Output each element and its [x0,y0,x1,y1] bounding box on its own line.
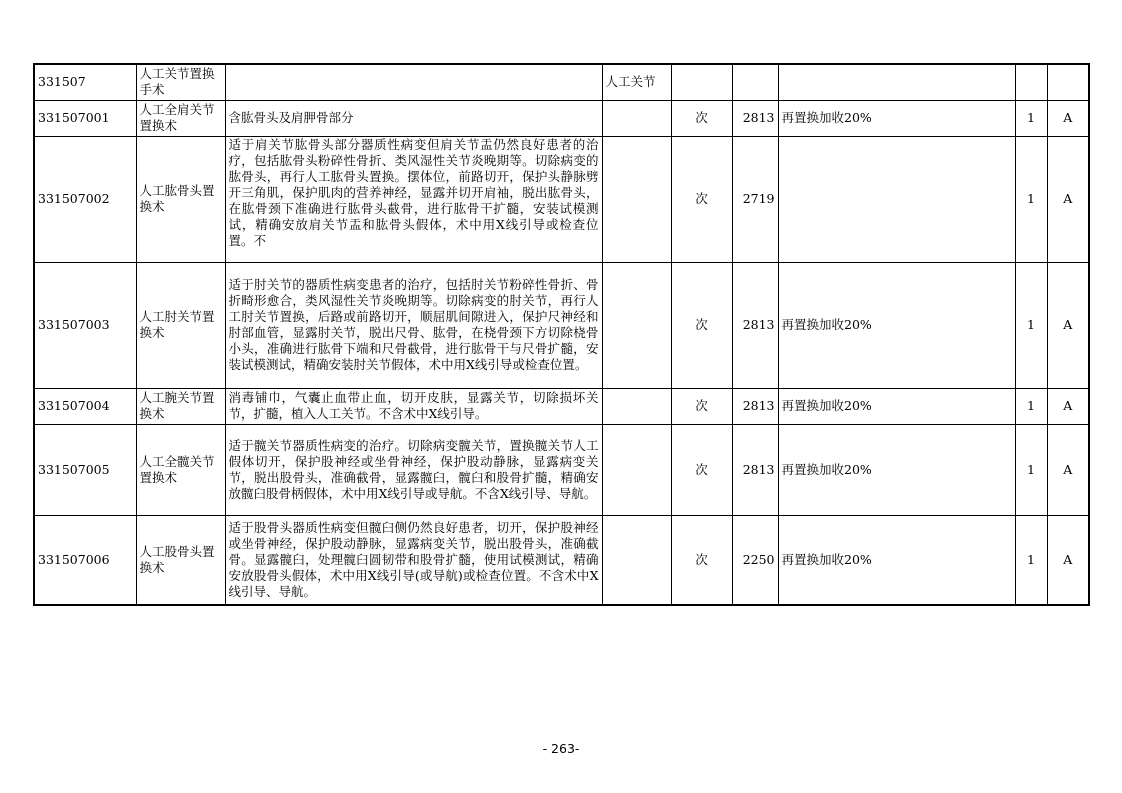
item-unit: 次 [671,262,732,388]
item-price: 2813 [732,100,778,136]
item-note [778,64,1015,100]
table-row [34,262,1089,388]
item-exclusions [602,100,671,136]
item-exclusions [602,262,671,388]
table-row [34,515,1089,605]
table-row [34,100,1089,136]
item-price: 2250 [732,515,778,605]
table-row [34,136,1089,262]
item-price: 2719 [732,136,778,262]
item-col9: A [1047,136,1089,262]
item-exclusions: 人工关节 [602,64,671,100]
item-col8: 1 [1015,424,1047,515]
item-price: 2813 [732,424,778,515]
item-name: 人工腕关节置换术 [136,388,225,424]
item-unit: 次 [671,100,732,136]
item-col8: 1 [1015,515,1047,605]
item-col9: A [1047,515,1089,605]
item-code: 331507006 [34,515,136,605]
table-row [34,64,1089,100]
item-price [732,64,778,100]
item-unit: 次 [671,388,732,424]
item-name: 人工全肩关节置换术 [136,100,225,136]
item-note: 再置换加收20% [778,262,1015,388]
table-body [34,64,1089,605]
item-col8 [1015,64,1047,100]
item-code: 331507 [34,64,136,100]
item-exclusions [602,424,671,515]
item-content: 适于肘关节的器质性病变患者的治疗，包括肘关节粉碎性骨折、骨折畸形愈合，类风湿性关节炎晚期等。切除病变的肘关节，再行人工肘关节置换，后路或前路切开，顺屈肌间隙进入，保护尺神经和肘部血管，显露肘关节，脱出尺骨、肱骨，在桡骨颈下方切除桡骨小头，准确进行肱骨下端和尺骨截骨，进行肱骨干与尺骨扩髓，安装试模测试，精确安装肘关节假体，术中用X线引导或检查位置。 [225,262,602,388]
item-exclusions [602,515,671,605]
item-content: 适于髋关节器质性病变的治疗。切除病变髋关节，置换髋关节人工假体切开，保护股神经或坐骨神经，保护股动静脉，显露病变关节，脱出股骨头，准确截骨，显露髋臼，髋臼和股骨扩髓，精确安放髋臼股骨柄假体，术中用X线引导或导航。不含X线引导、导航。 [225,424,602,515]
item-unit: 次 [671,515,732,605]
item-name: 人工全髋关节置换术 [136,424,225,515]
page-number: - 263- [542,741,580,756]
item-note [778,136,1015,262]
item-col8: 1 [1015,262,1047,388]
table-row [34,388,1089,424]
item-code: 331507001 [34,100,136,136]
item-col9: A [1047,424,1089,515]
item-col9: A [1047,388,1089,424]
item-col8: 1 [1015,136,1047,262]
item-code: 331507003 [34,262,136,388]
item-unit: 次 [671,424,732,515]
item-unit [671,64,732,100]
fee-schedule-table [33,63,1090,606]
table-row [34,424,1089,515]
item-content: 适于肩关节肱骨头部分器质性病变但肩关节盂仍然良好患者的治疗，包括肱骨头粉碎性骨折、类风湿性关节炎晚期等。切除病变的肱骨头，再行人工肱骨头置换。摆体位，前路切开，保护头静脉劈开三角肌，保护肌肉的营养神经，显露并切开肩袖，脱出肱骨头，在肱骨颈下准确进行肱骨头截骨，进行肱骨干扩髓，安装试模测试，精确安放肩关节盂和肱骨头假体，术中用X线引导或检查位置。不 [225,136,602,262]
item-note: 再置换加收20% [778,424,1015,515]
item-name: 人工肘关节置换术 [136,262,225,388]
item-note: 再置换加收20% [778,515,1015,605]
item-note: 再置换加收20% [778,100,1015,136]
item-name: 人工股骨头置换术 [136,515,225,605]
item-content [225,64,602,100]
item-exclusions [602,136,671,262]
item-col9: A [1047,262,1089,388]
item-col8: 1 [1015,388,1047,424]
item-col9: A [1047,100,1089,136]
item-code: 331507004 [34,388,136,424]
item-content: 消毒铺巾，气囊止血带止血，切开皮肤，显露关节，切除损坏关节，扩髓，植入人工关节。不含术中X线引导。 [225,388,602,424]
item-price: 2813 [732,262,778,388]
item-exclusions [602,388,671,424]
item-code: 331507005 [34,424,136,515]
item-content: 适于股骨头器质性病变但髋臼侧仍然良好患者，切开，保护股神经或坐骨神经，保护股动静脉，显露病变关节，脱出股骨头，准确截骨。显露髋臼，处理髋臼圆韧带和股骨扩髓，使用试模测试，精确安放股骨头假体，术中用X线引导(或导航)或检查位置。不含术中X线引导、导航。 [225,515,602,605]
item-name: 人工肱骨头置换术 [136,136,225,262]
item-col9 [1047,64,1089,100]
item-content: 含肱骨头及肩胛骨部分 [225,100,602,136]
item-unit: 次 [671,136,732,262]
item-price: 2813 [732,388,778,424]
item-name: 人工关节置换手术 [136,64,225,100]
item-note: 再置换加收20% [778,388,1015,424]
item-code: 331507002 [34,136,136,262]
item-col8: 1 [1015,100,1047,136]
